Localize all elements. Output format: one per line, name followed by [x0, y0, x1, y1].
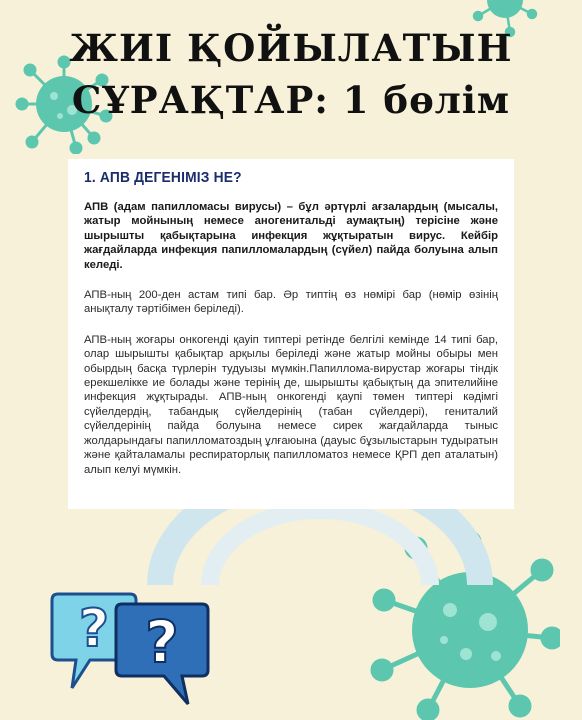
- title-line-2: СҰРАҚТАР: 1 бөлім: [71, 78, 511, 122]
- svg-text:?: ?: [145, 608, 179, 676]
- paragraph-definition: АПВ (адам папилломасы вирусы) – бұл әртүрлі ағзалардың (мысалы, жатыр мойнының немесе аногенитальді аумақтың) терісіне және шырышты қабықтарына инфекция жұқтыратын вирус. Кейбір жағдайларда инфекция папилломалардың (сүйел) пайда болуына алып келеді.: [84, 201, 498, 271]
- svg-text:?: ?: [78, 599, 110, 659]
- page-title: [0, 22, 582, 126]
- paragraph-risk-types: АПВ-ның жоғары онкогенді қауіп типтері ретінде белгілі кемінде 14 типі бар, олар шырышты қабықтар арқылы беріледі және жатыр мойны обыры мен обырдың басқа түрлерін тудуызы мүмкін.Папиллома-вирустар жоғары тіндік ерекшелікке ие болады және терінің де, шырышты қабықтың да эпителийіне инфекция жұқтырады. АПВ-ның онкогенді қаупі төмен типтері кәдімгі сүйелдердің, табандық сүйелдерінің (табан сүйелдері), гениталий сүйелдерінің пайда болуына немесе сирек жағдайларда тыныс жолдарындағы папилломатоздың ұлғаюына (дауыс бұзылыстарын тудыратын және қайталамалы респираторлық папилломатоз немесе ҚРП деп аталатын) алып келуі мүмкін.: [84, 333, 498, 476]
- title-line-1: ЖИІ ҚОЙЫЛАТЫН: [69, 26, 513, 70]
- question-bubble-icon: [112, 598, 212, 710]
- paragraph-types: АПВ-ның 200-ден астам типі бар. Әр типтің өз нөмірі бар (нөмір өзінің анықталу тәртібімен беріледі).: [84, 289, 498, 316]
- card-heading: 1. АПВ ДЕГЕНІМІЗ НЕ?: [84, 169, 242, 186]
- content-card: [68, 159, 514, 509]
